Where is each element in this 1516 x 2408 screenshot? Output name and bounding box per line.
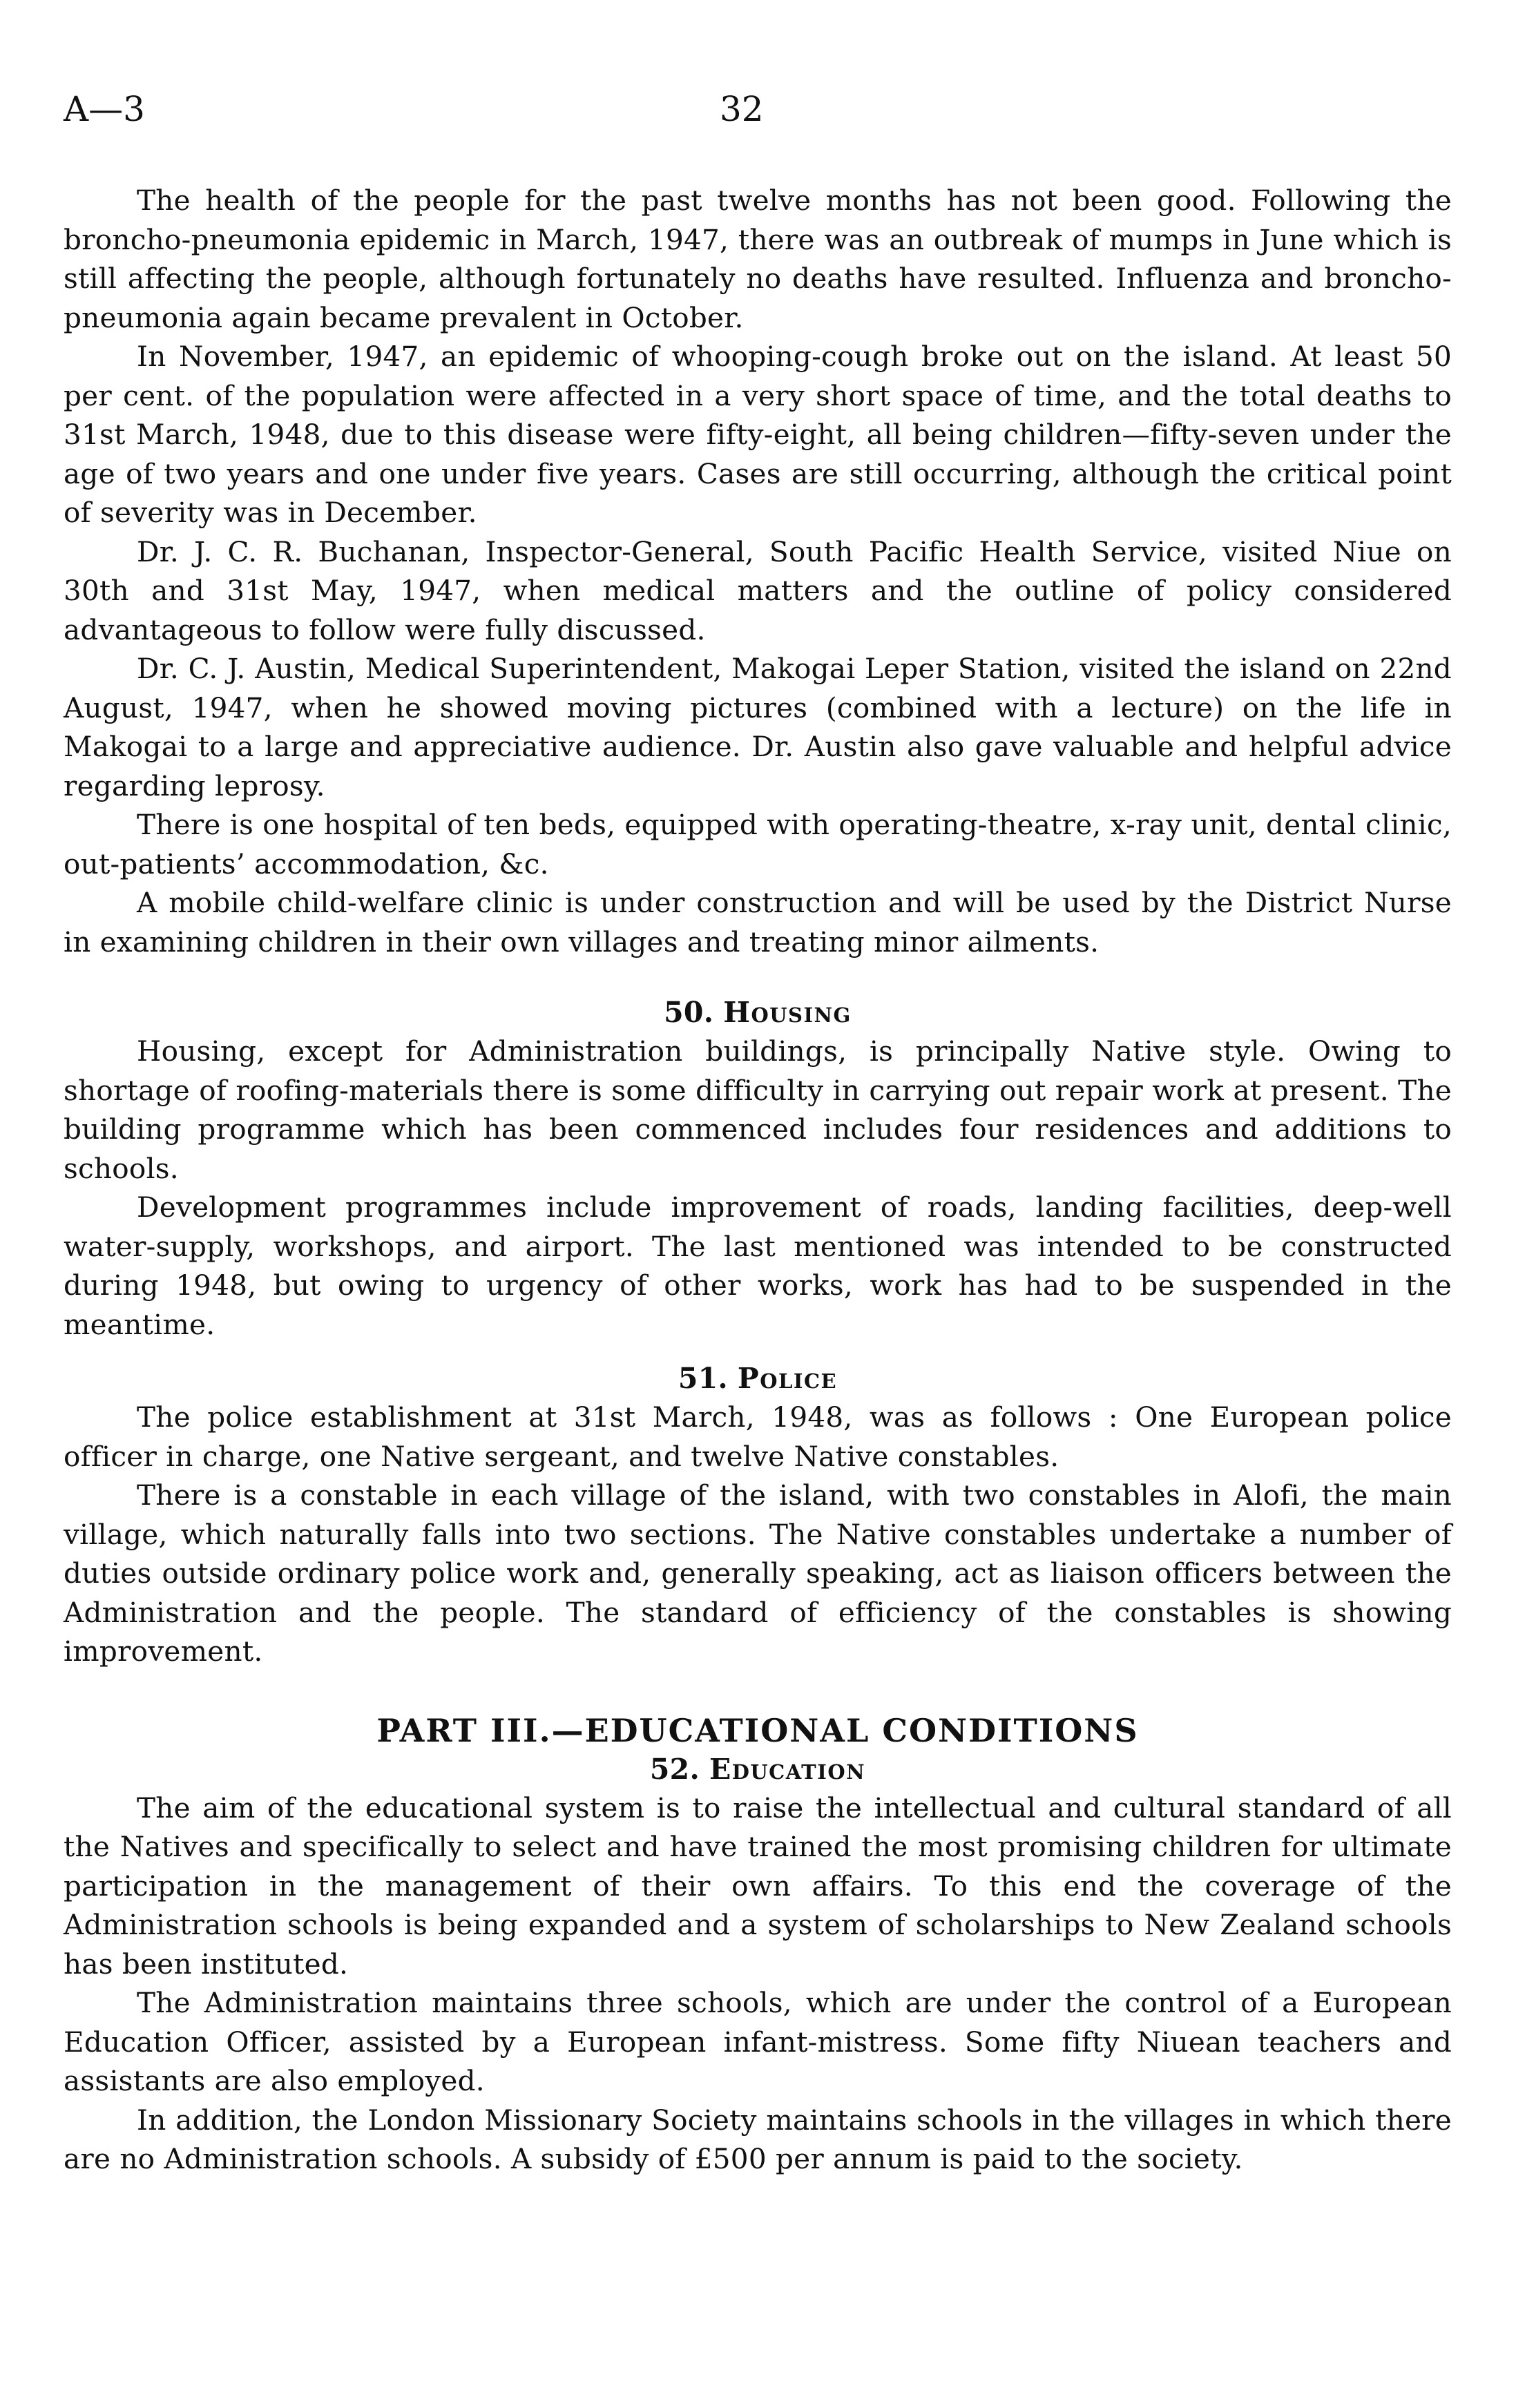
paragraph: Development programmes include improvement of roads, landing facilities, deep-well water-supply, workshops, and airport. The last mentioned was intended to be constructed during 1948, but owing to urgency of other works, work has had to be suspended in the meantime.	[64, 1191, 1452, 1341]
paragraph: Dr. J. C. R. Buchanan, Inspector-General, South Pacific Health Service, visited Niue on 30th and 31st May, 1947, when medical matters and the outline of policy considered advantageous to follow were fully discussed.	[64, 534, 1452, 646]
paragraph: In November, 1947, an epidemic of whooping-cough broke out on the island. At least 50 per cent. of the population were affected in a very short space of time, and the total deaths to 31st March, 1948, due to this disease were fifty-eight, all being children—fifty-seven under the age of two years and one under five years. Cases are still occurring, although the critical point of severity was in December.	[64, 340, 1452, 529]
section-number: 50.	[664, 996, 714, 1029]
paragraph: There is one hospital of ten beds, equipped with operating-theatre, x-ray unit, dental clinic, out-patients’ accommodation, &c.	[64, 808, 1452, 880]
paragraph: The police establishment at 31st March, 1948, was as follows : One European police officer in charge, one Native sergeant, and twelve Native constables.	[64, 1400, 1452, 1473]
section-heading-police	[64, 1359, 1452, 1398]
paragraph: The Administration maintains three schools, which are under the control of a European Education Officer, assisted by a European infant-mistress. Some fifty Niuean teachers and assistants are also employed.	[64, 1986, 1452, 2097]
paragraph: There is a constable in each village of the island, with two constables in Alofi, the main village, which naturally falls into two sections. The Native constables undertake a number of duties outside ordinary police work and, generally speaking, act as liaison officers between the Administration and the people. The standard of efficiency of the constables is showing improvement.	[64, 1478, 1452, 1668]
paragraph: The health of the people for the past twelve months has not been good. Following the broncho-pneumonia epidemic in March, 1947, there was an outbreak of mumps in June which is still affecting the people, although fortunately no deaths have resulted. Influenza and broncho-pneumonia again became prevalent in October.	[64, 184, 1452, 334]
part-heading: PART III.—EDUCATIONAL CONDITIONS	[376, 1711, 1139, 1749]
paragraph: A mobile child-welfare clinic is under construction and will be used by the District Nurse in examining children in their own villages and treating minor ailments.	[64, 886, 1452, 959]
paragraph: Dr. C. J. Austin, Medical Superintendent, Makogai Leper Station, visited the island on 22nd August, 1947, when he showed moving pictures (combined with a lecture) on the life in Makogai to a large and appreciative audience. Dr. Austin also gave valuable and helpful advice regarding leprosy.	[64, 652, 1452, 802]
section-title: Education	[709, 1752, 866, 1786]
section-title: Housing	[723, 996, 852, 1029]
section-heading-education	[64, 1750, 1452, 1789]
paragraph: The aim of the educational system is to raise the intellectual and cultural standard of all the Natives and specifically to select and have trained the most promising children for ultimate participation in the management of their own affairs. To this end the coverage of the Administration schools is being expanded and a system of scholarships to New Zealand schools has been instituted.	[64, 1791, 1452, 1981]
section-number: 52.	[649, 1752, 700, 1786]
police-section	[64, 1359, 1452, 1671]
education-section	[64, 1750, 1452, 2179]
body-text	[64, 181, 1452, 2179]
section-number: 51.	[678, 1362, 728, 1395]
paragraph: Housing, except for Administration buildings, is principally Native style. Owing to shortage of roofing-materials there is some difficulty in carrying out repair work at present. The building programme which has been commenced includes four residences and additions to schools.	[64, 1034, 1452, 1185]
page-number: 32	[720, 89, 764, 129]
document-reference: A—3	[64, 89, 145, 129]
paragraph: In addition, the London Missionary Society maintains schools in the villages in which there are no Administration schools. A subsidy of £500 per annum is paid to the society.	[64, 2103, 1452, 2175]
housing-section	[64, 993, 1452, 1344]
section-heading-housing	[64, 993, 1452, 1032]
health-section	[64, 181, 1452, 961]
section-title: Police	[737, 1362, 838, 1395]
